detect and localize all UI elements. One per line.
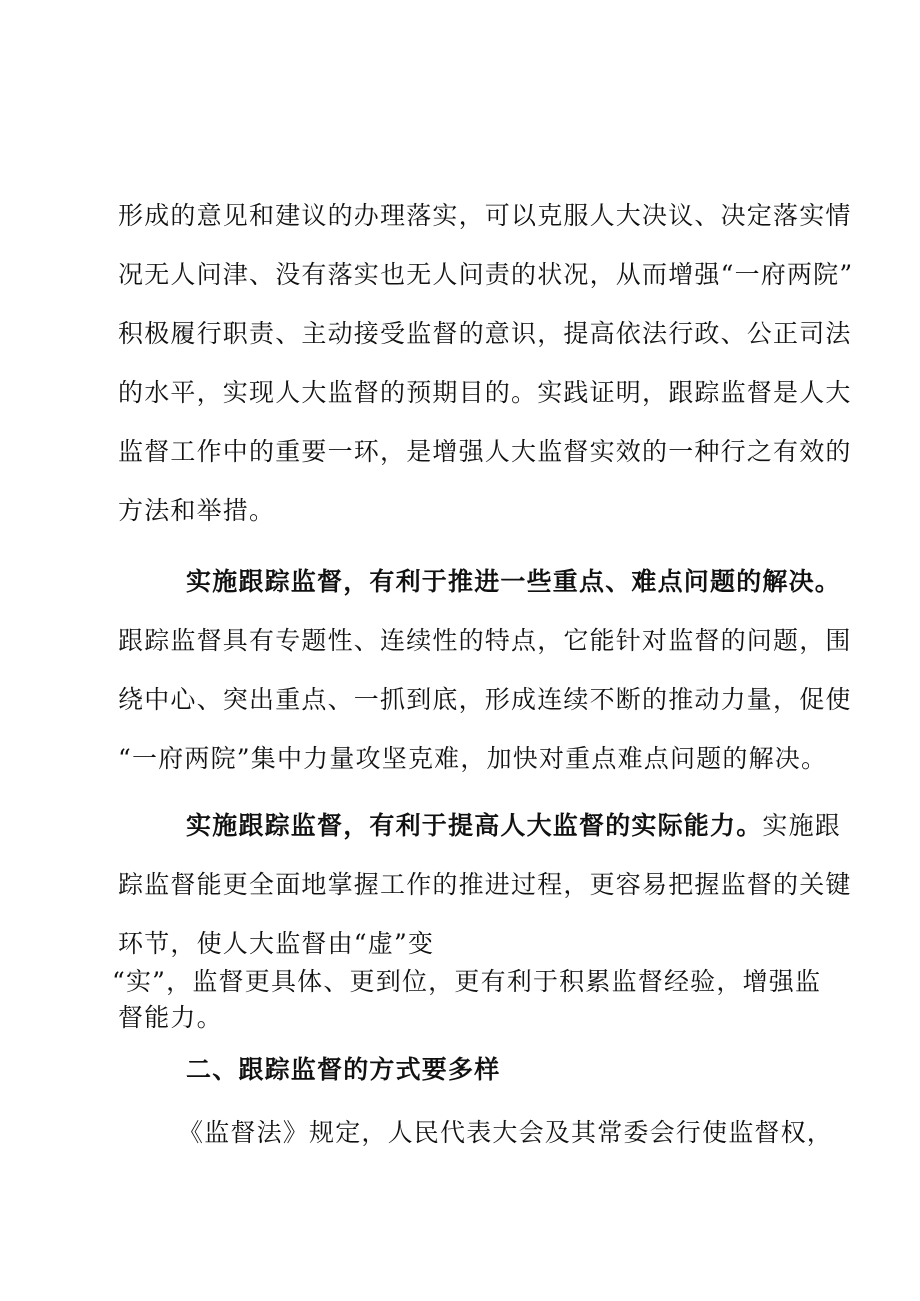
paragraph-line: 跟踪监督具有专题性、连续性的特点，它能针对监督的问题，围 xyxy=(118,626,852,655)
paragraph-line: 《监督法》规定，人民代表大会及其常委会行使监督权， xyxy=(178,1118,834,1147)
paragraph-line: 况无人问津、没有落实也无人问责的状况，从而增强“一府两院” xyxy=(118,260,854,289)
paragraph-line: “实”，监督更具体、更到位，更有利于积累监督经验，增强监 xyxy=(112,967,822,996)
paragraph-line: 方法和举措。 xyxy=(118,496,276,525)
paragraph-heading: 实施跟踪监督，有利于提高人大监督的实际能力。 xyxy=(186,811,763,840)
paragraph-line: “一府两院”集中力量攻坚克难，加快对重点难点问题的解决。 xyxy=(118,744,828,773)
paragraph-line: 绕中心、突出重点、一抓到底，形成连续不断的推动力量，促使 xyxy=(118,685,852,714)
paragraph-line: 督能力。 xyxy=(118,1003,223,1032)
paragraph-line: 踪监督能更全面地掌握工作的推进过程，更容易把握监督的关键 xyxy=(118,870,852,899)
paragraph-line: 监督工作中的重要一环，是增强人大监督实效的一种行之有效的 xyxy=(118,437,852,466)
paragraph-first-line xyxy=(186,810,841,842)
paragraph-line: 形成的意见和建议的办理落实，可以克服人大决议、决定落实情 xyxy=(118,201,852,230)
paragraph-heading: 实施跟踪监督，有利于推进一些重点、难点问题的解决。 xyxy=(186,567,842,596)
paragraph-heading-tail: 实施跟 xyxy=(762,811,842,840)
paragraph-line: 环节，使人大监督由“虚”变 xyxy=(118,929,435,958)
section-heading: 二、跟踪监督的方式要多样 xyxy=(186,1055,501,1084)
paragraph-line: 的水平，实现人大监督的预期目的。实践证明，跟踪监督是人大 xyxy=(118,378,852,407)
paragraph-line: 积极履行职责、主动接受监督的意识，提高依法行政、公正司法 xyxy=(118,319,852,348)
